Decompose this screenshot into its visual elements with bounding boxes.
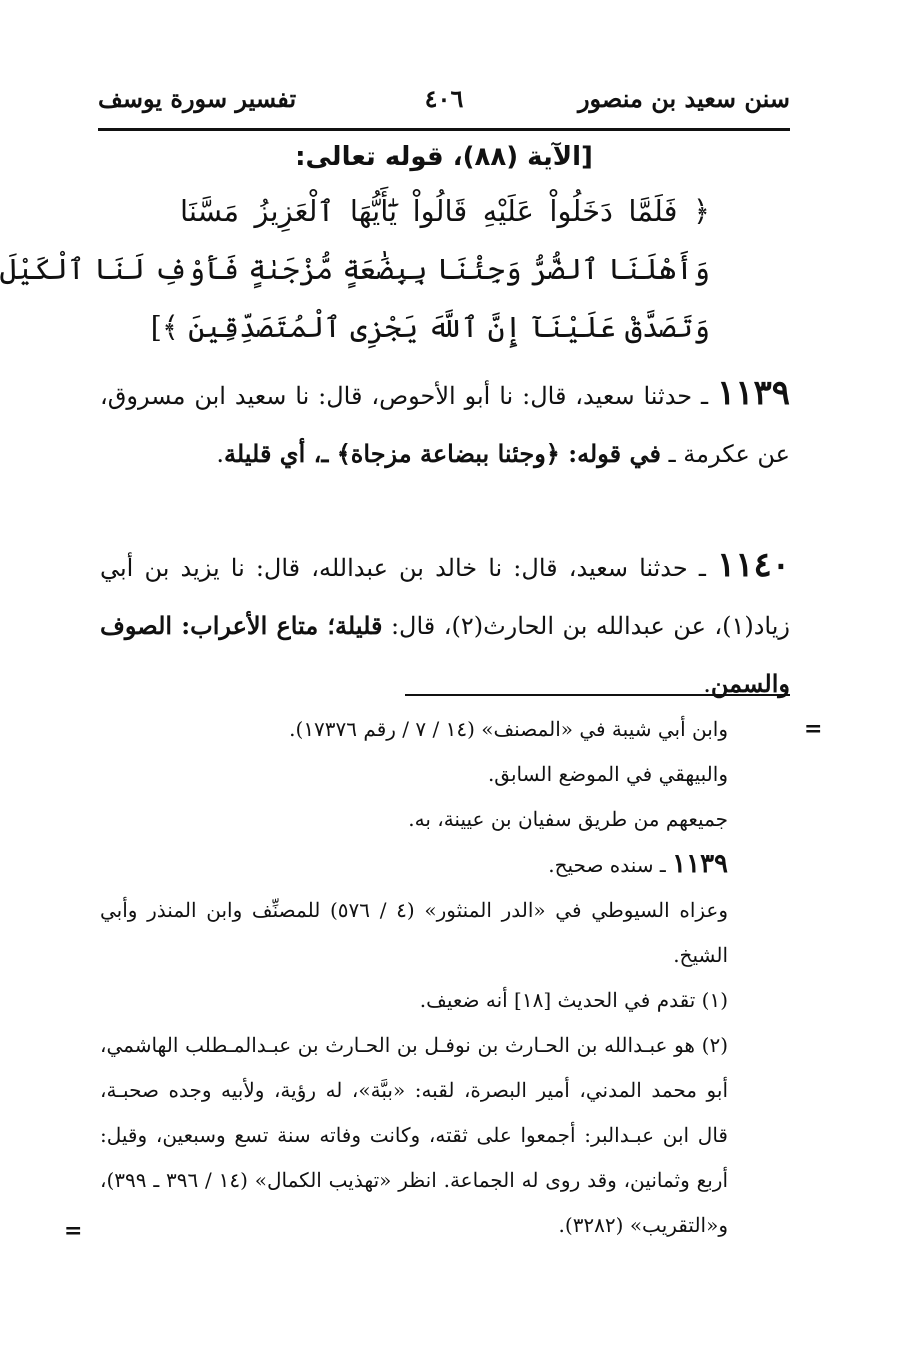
verse-heading: [الآية (٨٨)، قوله تعالى: (295, 142, 593, 172)
hadith-1139 (100, 365, 790, 483)
footnote-line: وابن أبي شيبة في «المصنف» (١٤ / ٧ / رقم ١٧٣٧٦). (289, 717, 728, 741)
hadith-1140 (100, 537, 790, 713)
header-rule (98, 128, 790, 131)
hadith-number: ١١٣٩ (716, 373, 790, 413)
footnote-1139 (100, 842, 790, 888)
hadith-text-bold: في قوله: ﴿وجئنا ببضاعة مزجاة﴾ ـ، أي قليلة (223, 439, 661, 468)
running-header (98, 84, 790, 120)
hadith-text-bold: قليلة؛ متاع الأعراب: الصوف والسمن (100, 611, 790, 698)
footnote-text: ـ سنده صحيح. (548, 853, 673, 877)
verse-line-2: وَأَهْلَنَا ٱلضُّرُّ وَجِئْنَا بِبِضَٰعَةٍ مُّزْجَىٰةٍ فَأَوْفِ لَنَا ٱلْكَيْلَ (0, 252, 710, 286)
hadith-text: ـ حدثنا سعيد، قال: نا أبو الأحوص، قال: نا سعيد ابن مسروق، عن عكرمة ـ (100, 382, 790, 468)
footnote-line: جميعهم من طريق سفيان بن عيينة، به. (408, 807, 728, 831)
hadith-text: ـ حدثنا سعيد، قال: نا خالد بن عبدالله، قال: نا يزيد بن أبي زياد(١)، عن عبدالله بن الحارث(٢)، قال: (100, 554, 790, 640)
footnote-hadith-number: ١١٣٩ (672, 849, 728, 879)
hadith-text-end: . (216, 440, 224, 468)
footnote-suyuti: وعزاه السيوطي في «الدر المنثور» (٤ / ٥٧٦) للمصنِّف وابن المنذر وأبي الشيخ. (100, 898, 729, 967)
footnote-rule (405, 694, 790, 696)
book-title: سنن سعيد بن منصور (577, 84, 790, 113)
continuation-mark: = (804, 716, 823, 742)
footnotes (100, 707, 790, 1248)
page-number: ٤٠٦ (424, 84, 464, 113)
footnote-1: (١) تقدم في الحديث [١٨] أنه ضعيف. (419, 988, 728, 1012)
verse-line-1: ﴿ فَلَمَّا دَخَلُواْ عَلَيْهِ قَالُواْ يَٰٓأَيُّهَا ٱلْعَزِيزُ مَسَّنَا (180, 194, 710, 228)
hadith-number: ١١٤٠ (716, 545, 790, 585)
hadith-text-end: . (703, 670, 711, 698)
chapter-title: تفسير سورة يوسف (98, 84, 297, 113)
verse-line-3: وَتَصَدَّقْ عَلَيْنَآ إِنَّ ٱللَّهَ يَجْزِى ٱلْمُتَصَدِّقِينَ ﴾] (150, 310, 710, 344)
end-mark: = (64, 1218, 83, 1244)
footnote-2: (٢) هو عبـدالله بن الحـارث بن نوفـل بن الحـارث بن عبـدالمـطلب الهاشمي، أبو محمد المدني، أمير البصرة، لقبه: «ببَّة»، له رؤية، ولأبيه وجده صحبـة، قال ابن عبـدالبر: أجمعوا على ثقته، وكانت وفاته سنة تسع وسبعين، وقيل: أربع وثمانين، وقد روى له الجماعة. انظر «تهذيب الكمال» (١٤ / ٣٩٦ ـ ٣٩٩)، و«التقريب» (٣٢٨٢). (100, 1033, 729, 1237)
footnote-line: والبيهقي في الموضع السابق. (487, 762, 728, 786)
